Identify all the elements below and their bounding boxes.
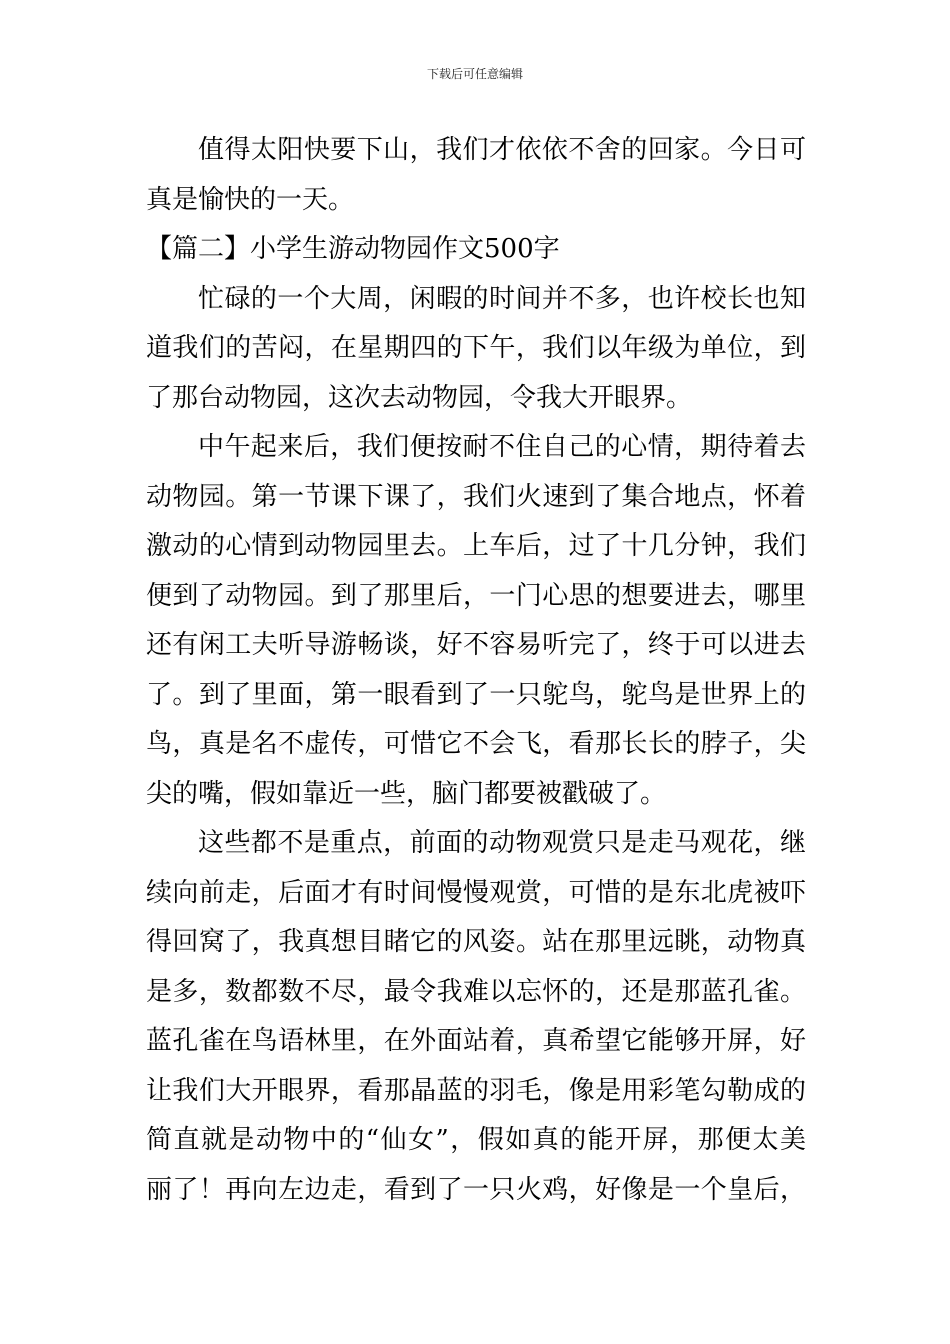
paragraph-1 (146, 126, 806, 225)
text-line: 激动的心情到动物园里去。上车后，过了十几分钟，我们 (146, 531, 806, 561)
text-line: 了那台动物园，这次去动物园，令我大开眼界。 (146, 382, 693, 413)
paragraph-3 (146, 423, 806, 819)
text-line: 动物园。第一节课下课了，我们火速到了集合地点，怀着 (146, 481, 806, 512)
text-line: 让我们大开眼界，看那晶蓝的羽毛，像是用彩笔勾勒成的 (146, 1075, 806, 1106)
section-heading: 【篇二】小学生游动物园作文500字 (146, 234, 560, 264)
text-line: 还有闲工夫听导游畅谈，好不容易听完了，终于可以进去 (146, 630, 806, 660)
text-line: 中午起来后，我们便按耐不住自己的心情，期待着去 (198, 432, 806, 462)
text-line: 便到了动物园。到了那里后，一门心思的想要进去，哪里 (146, 580, 806, 611)
text-line: 简直就是动物中的“仙女”，假如真的能开屏，那便太美 (146, 1125, 806, 1155)
document-body (146, 126, 806, 1215)
text-line: 这些都不是重点，前面的动物观赏只是走马观花，继 (198, 828, 806, 858)
text-line: 得回窝了，我真想目睹它的风姿。站在那里远眺，动物真 (146, 927, 806, 957)
paragraph-4 (146, 819, 806, 1215)
text-line: 丽了！再向左边走，看到了一只火鸡，好像是一个皇后， (146, 1174, 806, 1205)
text-line: 值得太阳快要下山，我们才依依不舍的回家。今日可 (198, 135, 806, 165)
text-line: 道我们的苦闷，在星期四的下午，我们以年级为单位，到 (146, 333, 806, 363)
text-line: 尖的嘴，假如靠近一些，脑门都要被戳破了。 (146, 778, 667, 809)
text-line: 续向前走，后面才有时间慢慢观赏，可惜的是东北虎被吓 (146, 877, 806, 908)
text-line: 忙碌的一个大周，闲暇的时间并不多，也许校长也知 (198, 283, 806, 314)
text-line: 是多，数都数不尽，最令我难以忘怀的，还是那蓝孔雀。 (146, 976, 806, 1007)
paragraph-2 (146, 275, 806, 424)
text-line: 了。到了里面，第一眼看到了一只鸵鸟，鸵鸟是世界上的 (146, 679, 806, 710)
text-line: 真是愉快的一天。 (146, 184, 355, 215)
text-line: 蓝孔雀在鸟语林里，在外面站着，真希望它能够开屏，好 (146, 1026, 806, 1056)
text-line: 鸟，真是名不虚传，可惜它不会飞，看那长长的脖子，尖 (146, 729, 806, 759)
page-header-note: 下载后可任意编辑 (426, 67, 523, 81)
